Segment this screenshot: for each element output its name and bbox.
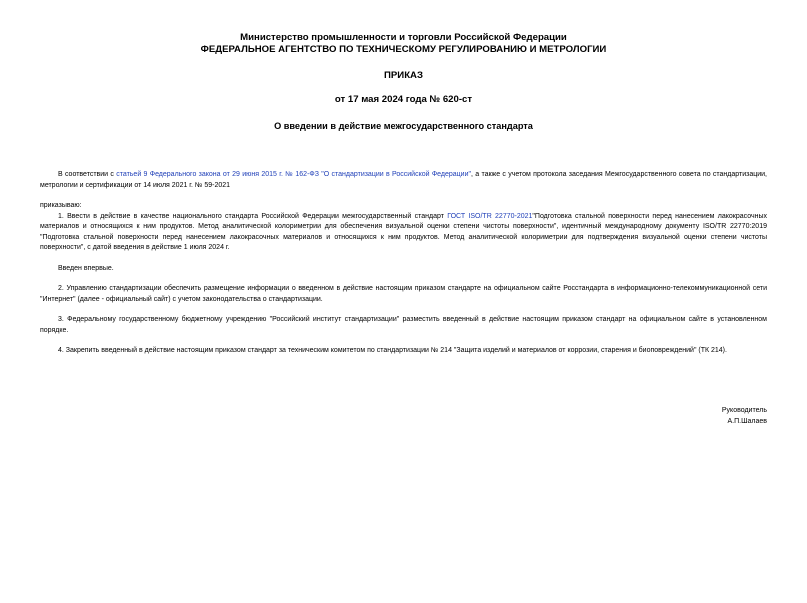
preamble: [40, 170, 767, 191]
signature-name: А.П.Шалаев: [727, 417, 767, 425]
doc-subject: О введении в действие межгосударственного стандарта: [274, 121, 533, 131]
item-3: 3. Федеральному государственному бюджетному учреждению "Российский институт стандартизации" разместить введенный в действие настоящим приказом стандарт на официальном сайте в установленном порядке.: [40, 316, 767, 334]
law-link[interactable]: статьей 9 Федерального закона от 29 июня 2015 г. № 162-ФЗ "О стандартизации в Российской Федерации": [116, 171, 471, 178]
item-1-text-b: "Подготовка стальной поверхности перед нанесением лакокрасочных материалов и относящихся к ним продуктов. Метод аналитической колориметрии для обеспечения визуальной оценки степени чистоты поверхности", идентичный международному документу ISO/TR 22770:2019 "Подготовка стальной поверхности перед нанесением лакокрасочных материалов и относящихся к ним продуктов. Метод аналитической колориметрии для подтверждения визуальной оценки степени чистоты поверхности", с датой введения в действие 1 июля 2024 г.: [40, 212, 767, 251]
first-time-note: Введен впервые.: [58, 264, 114, 272]
preamble-text-1: В соответствии с: [58, 171, 117, 178]
doc-date-number: от 17 мая 2024 года № 620-ст: [334, 94, 473, 105]
ministry-name: Министерство промышленности и торговли Российской Федерации: [240, 32, 567, 43]
preamble-text-2: , а также с учетом протокола заседания Межгосударственного совета по стандартизации, метрологии и сертификации от 14 июля 2021 г. № 59-2021: [40, 171, 768, 189]
document-body: [40, 170, 767, 357]
signature-position: Руководитель: [721, 407, 767, 414]
item-2: 2. Управлению стандартизации обеспечить размещение информации о введенном в действие настоящим приказом стандарте на официальном сайте Росстандарта в информационно-телекоммуникационной сети "Интернет" (далее - официальный сайт) с учетом законодательства о стандартизации.: [40, 285, 767, 303]
agency-name: ФЕДЕРАЛЬНОЕ АГЕНТСТВО ПО ТЕХНИЧЕСКОМУ РЕГУЛИРОВАНИЮ И МЕТРОЛОГИИ: [200, 44, 607, 55]
standard-link[interactable]: ГОСТ ISO/TR 22770-2021: [447, 212, 533, 220]
order-word: приказываю:: [40, 202, 82, 209]
document-page: [0, 32, 807, 603]
item-1: [40, 212, 767, 254]
item-1-text-a: 1. Ввести в действие в качестве национального стандарта Российской Федерации межгосударственный стандарт: [58, 212, 448, 220]
doc-type: ПРИКАЗ: [384, 70, 423, 81]
item-4: 4. Закрепить введенный в действие настоящим приказом стандарт за техническим комитетом по стандартизации № 214 "Защита изделий и материалов от коррозии, старения и биоповреждений" (ТК 214).: [58, 347, 727, 354]
signature-block: [722, 406, 767, 427]
